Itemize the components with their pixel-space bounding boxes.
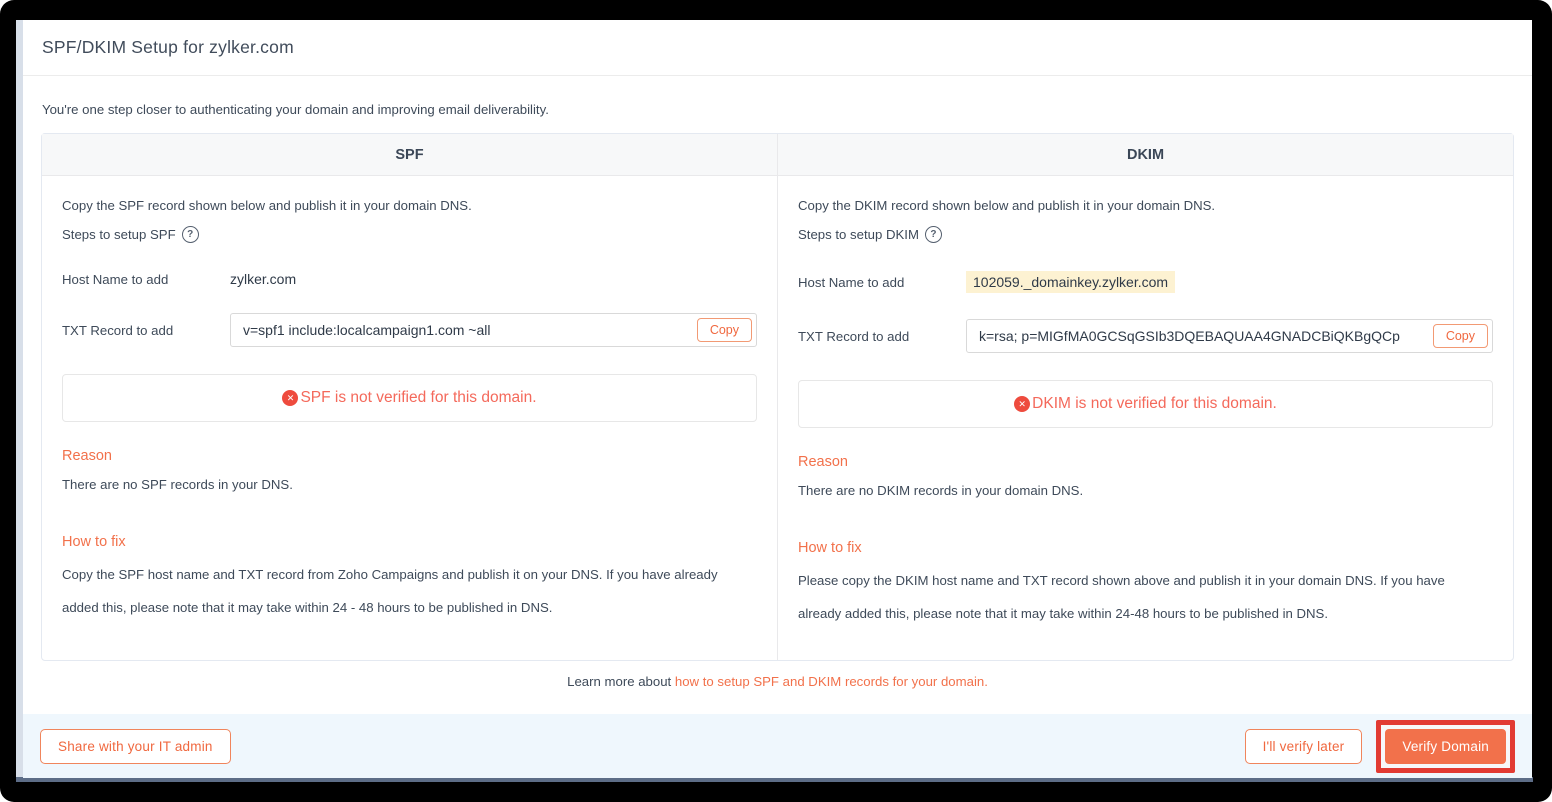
dkim-steps-row (798, 226, 1493, 243)
dkim-instruction: Copy the DKIM record shown below and publish it in your domain DNS. (798, 198, 1216, 213)
dkim-fix-heading: How to fix (798, 540, 862, 556)
dkim-copy-button[interactable]: Copy (1433, 324, 1488, 348)
spf-host-value: zylker.com (230, 271, 297, 287)
error-circle-x-icon: ✕ (1014, 396, 1030, 412)
spf-txt-record-value: v=spf1 include:localcampaign1.com ~all (243, 322, 491, 338)
spf-column (42, 134, 778, 660)
dkim-error-banner (798, 380, 1493, 428)
dkim-reason-text: There are no DKIM records in your domain DNS. (798, 483, 1084, 498)
dkim-txt-record-value: k=rsa; p=MIGfMA0GCSqGSIb3DQEBAQUAA4GNADCBiQKBgQCp (979, 328, 1400, 344)
dkim-error-text: DKIM is not verified for this domain. (1032, 395, 1277, 412)
spf-fix-text: Copy the SPF host name and TXT record from Zoho Campaigns and publish it on your DNS. If you have already added this, please note that it may take within 24 - 48 hours to be published in DNS. (62, 567, 718, 615)
spf-steps-label: Steps to setup SPF (62, 227, 176, 242)
spf-host-row (62, 271, 757, 287)
spf-column-header: SPF (42, 134, 777, 176)
spf-txt-record-field[interactable] (230, 313, 757, 347)
dkim-fix-text: Please copy the DKIM host name and TXT record shown above and publish it in your domain DNS. If you have already added this, please note that it may take within 24-48 hours to be published in DNS. (798, 573, 1445, 621)
dkim-column-header: DKIM (778, 134, 1513, 176)
dialog-header (23, 20, 1532, 76)
dkim-host-label: Host Name to add (798, 274, 905, 290)
dialog-title: SPF/DKIM Setup for zylker.com (42, 37, 294, 57)
dkim-host-value: 102059._domainkey.zylker.com (966, 271, 1175, 293)
spf-steps-row (62, 226, 757, 243)
learn-more-row (23, 674, 1532, 689)
spf-dkim-table (41, 133, 1514, 661)
learn-more-prefix: Learn more about (567, 674, 675, 689)
intro-text: You're one step closer to authenticating your domain and improving email deliverability. (42, 102, 549, 117)
help-icon[interactable]: ? (182, 226, 199, 243)
error-circle-x-icon: ✕ (282, 390, 298, 406)
spf-instruction: Copy the SPF record shown below and publish it in your domain DNS. (62, 198, 472, 213)
spf-copy-button[interactable]: Copy (697, 318, 752, 342)
spf-fix-heading: How to fix (62, 534, 126, 550)
learn-more-link[interactable]: how to setup SPF and DKIM records for your domain. (674, 674, 988, 689)
spf-error-text: SPF is not verified for this domain. (300, 389, 537, 406)
dkim-host-row (798, 271, 1493, 293)
spf-host-label: Host Name to add (62, 271, 169, 287)
spf-txt-row (62, 313, 757, 347)
dkim-column-body (778, 176, 1513, 660)
dkim-column (778, 134, 1513, 660)
help-icon[interactable]: ? (925, 226, 942, 243)
dialog-footer (23, 714, 1532, 778)
spf-column-body (42, 176, 777, 654)
verify-domain-button[interactable]: Verify Domain (1385, 729, 1506, 764)
background-page-sliver-left (16, 20, 23, 778)
dkim-txt-label: TXT Record to add (798, 328, 910, 344)
spf-reason-heading: Reason (62, 448, 112, 464)
verify-domain-highlight-annotation (1376, 720, 1515, 773)
dkim-txt-row (798, 319, 1493, 353)
spf-reason-text: There are no SPF records in your DNS. (62, 477, 293, 492)
dkim-reason-heading: Reason (798, 454, 848, 470)
spf-txt-label: TXT Record to add (62, 322, 174, 338)
dkim-steps-label: Steps to setup DKIM (798, 227, 919, 242)
footer-right-buttons (1245, 720, 1515, 773)
share-with-it-admin-button[interactable]: Share with your IT admin (40, 729, 231, 764)
verify-later-button[interactable]: I'll verify later (1245, 729, 1363, 764)
spf-dkim-setup-dialog (23, 20, 1532, 778)
dkim-txt-record-field[interactable] (966, 319, 1493, 353)
spf-error-banner (62, 374, 757, 422)
